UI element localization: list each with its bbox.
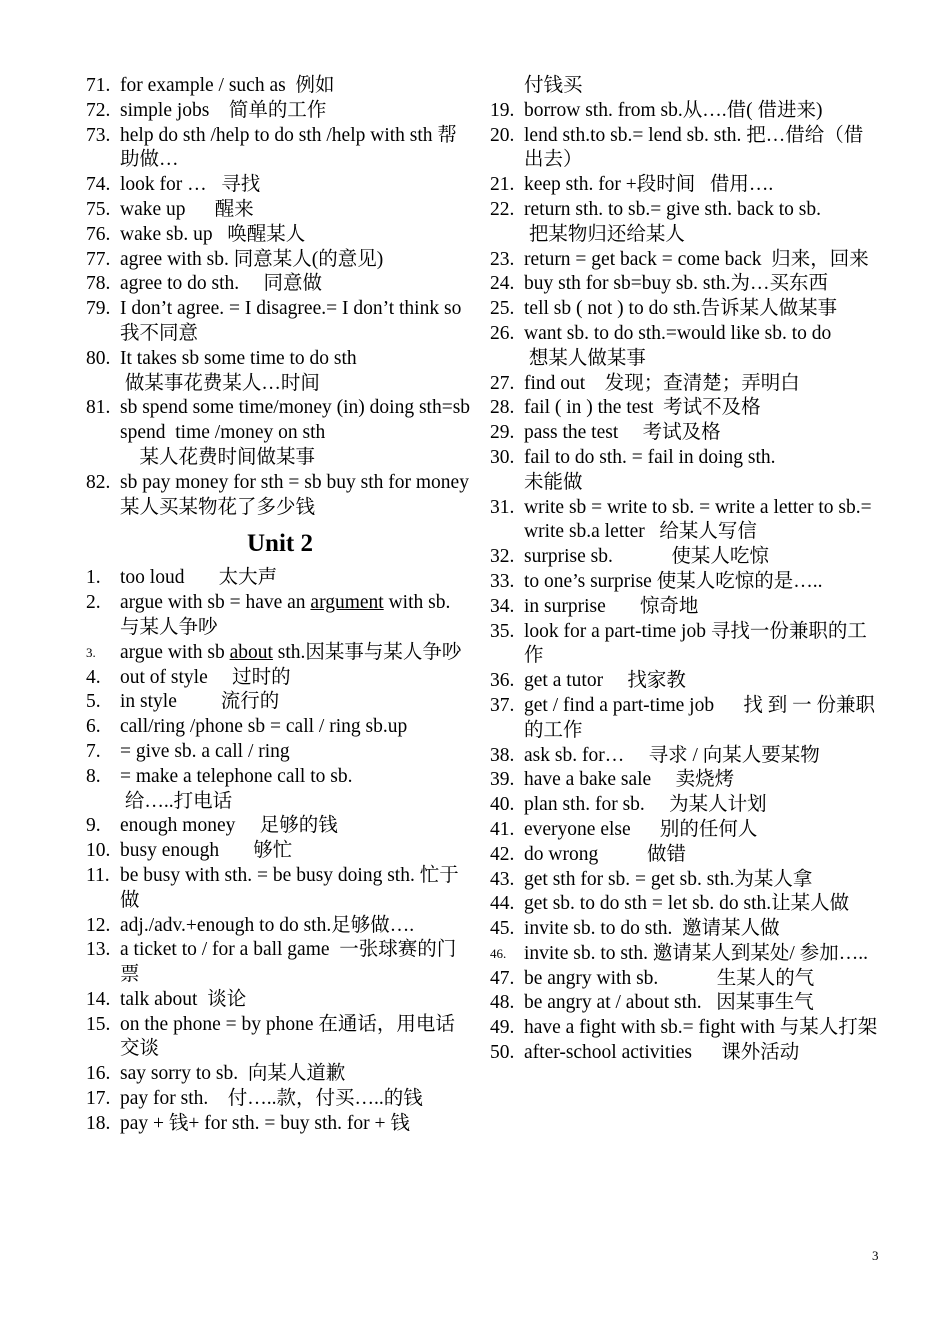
item-text: plan sth. for sb. 为某人计划 xyxy=(524,794,767,816)
list-item xyxy=(86,641,474,666)
underlined-word: argument xyxy=(310,592,384,614)
item-text: do wrong 做错 xyxy=(524,843,686,865)
item-number: 28. xyxy=(490,397,515,419)
item-text: have a bake sale 卖烧烤 xyxy=(524,769,735,791)
list-item xyxy=(490,570,880,595)
item-number: 5. xyxy=(86,691,101,713)
item-text: say sorry to sb. 向某人道歉 xyxy=(120,1063,346,1085)
item-text: call/ring /phone sb = call / ring sb.up xyxy=(120,716,408,738)
item-text: wake up 醒来 xyxy=(120,198,254,220)
item-number: 72. xyxy=(86,99,111,121)
list-item xyxy=(86,938,474,988)
list-item xyxy=(490,124,880,174)
item-text: invite sb. to sth. 邀请某人到某处/ 参加….. xyxy=(524,942,868,964)
list-item xyxy=(490,272,880,297)
item-number: 41. xyxy=(490,818,515,840)
list-item xyxy=(490,496,880,546)
item-text: after-school activities 课外活动 xyxy=(524,1042,800,1064)
item-text: wake sb. up 唤醒某人 xyxy=(120,223,306,245)
list-item xyxy=(490,248,880,273)
list-item xyxy=(490,669,880,694)
item-text: be angry at / about sth. 因某事生气 xyxy=(524,992,814,1014)
list-item xyxy=(490,595,880,620)
item-text: surprise sb. 使某人吃惊 xyxy=(524,546,769,568)
item-text: lend sth.to sb.= lend sb. sth. 把…借给（借出去） xyxy=(524,124,864,171)
item-text: agree to do sth. 同意做 xyxy=(120,273,323,295)
item-text: = make a telephone call to sb. 给…..打电话 xyxy=(120,765,353,812)
list-item xyxy=(86,248,474,273)
item-text: in style 流行的 xyxy=(120,691,280,713)
list-item xyxy=(86,124,474,174)
item-text: enough money 足够的钱 xyxy=(120,815,338,837)
list-item xyxy=(490,744,880,769)
list-item xyxy=(490,768,880,793)
item-number: 40. xyxy=(490,794,515,816)
list-item xyxy=(490,198,880,248)
item-text: busy enough 够忙 xyxy=(120,840,293,862)
item-number: 29. xyxy=(490,422,515,444)
item-number: 25. xyxy=(490,298,515,320)
item-number: 44. xyxy=(490,893,515,915)
item-text: fail ( in ) the test 考试不及格 xyxy=(524,397,761,419)
item-text: be busy with sth. = be busy doing sth. 忙于做 xyxy=(120,864,459,911)
list-item xyxy=(490,942,880,967)
item-text: on the phone = by phone 在通话，用电话交谈 xyxy=(120,1013,455,1060)
item-number: 3. xyxy=(86,644,96,660)
list-item xyxy=(86,173,474,198)
item-number: 2. xyxy=(86,592,101,614)
item-number: 14. xyxy=(86,988,111,1010)
list-item xyxy=(490,818,880,843)
item-text: adj./adv.+enough to do sth.足够做…. xyxy=(120,914,415,936)
item-number: 47. xyxy=(490,967,515,989)
list-item xyxy=(490,843,880,868)
item-number: 8. xyxy=(86,765,101,787)
list-item xyxy=(86,74,474,99)
item-text: simple jobs 简单的工作 xyxy=(120,99,327,121)
item-number: 45. xyxy=(490,918,515,940)
list-item xyxy=(490,1041,880,1066)
item-text: look for … 寻找 xyxy=(120,174,261,196)
item-text: sb pay money for sth = sb buy sth for money 某人买某物花了多少钱 xyxy=(120,471,474,518)
item-number: 77. xyxy=(86,248,111,270)
item-number: 79. xyxy=(86,298,111,320)
list-item xyxy=(490,892,880,917)
item-text: a ticket to / for a ball game 一张球赛的门票 xyxy=(120,939,457,986)
continued-text: 付钱买 xyxy=(524,75,583,96)
list-item xyxy=(86,690,474,715)
list-item xyxy=(86,272,474,297)
list-item xyxy=(86,988,474,1013)
list-item xyxy=(86,864,474,914)
item-text: want sb. to do sth.=would like sb. to do 想某人做某事 xyxy=(524,322,832,369)
item-text: fail to do sth. = fail in doing sth. 未能做 xyxy=(524,446,776,493)
list-item xyxy=(490,793,880,818)
item-number: 20. xyxy=(490,124,515,146)
item-number: 19. xyxy=(490,99,515,121)
item-text: get sth for sb. = get sb. sth.为某人拿 xyxy=(524,868,813,890)
item-number: 75. xyxy=(86,198,111,220)
item-text-pre: argue with sb = have an xyxy=(120,592,311,614)
item-number: 73. xyxy=(86,124,111,146)
list-item xyxy=(490,545,880,570)
item-text: ask sb. for… 寻求 / 向某人要某物 xyxy=(524,744,820,766)
item-number: 24. xyxy=(490,273,515,295)
item-number: 78. xyxy=(86,273,111,295)
item-number: 82. xyxy=(86,471,111,493)
list-item xyxy=(86,198,474,223)
item-text-post: with sb. 与某人争吵 xyxy=(120,592,470,638)
item-number: 11. xyxy=(86,864,110,886)
item-number: 17. xyxy=(86,1088,111,1110)
item-number: 4. xyxy=(86,666,101,688)
list-item xyxy=(490,620,880,670)
list-item xyxy=(86,839,474,864)
list-item xyxy=(86,765,474,815)
item-number: 21. xyxy=(490,174,515,196)
item-number: 9. xyxy=(86,815,101,837)
item-number: 46. xyxy=(490,945,507,961)
item-text: borrow sth. from sb.从….借( 借进来) xyxy=(524,99,823,121)
unit-heading: Unit 2 xyxy=(247,530,313,558)
item-text: sb spend some time/money (in) doing sth=sb spend time /money on sth 某人花费时间做某事 xyxy=(120,397,471,468)
item-number: 80. xyxy=(86,347,111,369)
list-item xyxy=(86,347,474,397)
list-item xyxy=(86,1062,474,1087)
list-item xyxy=(490,446,880,496)
list-item xyxy=(490,694,880,744)
list-item xyxy=(490,322,880,372)
item-number: 27. xyxy=(490,372,515,394)
item-number: 32. xyxy=(490,546,515,568)
item-number: 26. xyxy=(490,322,515,344)
item-number: 35. xyxy=(490,620,515,642)
item-text: pay for sth. 付…..款，付买…..的钱 xyxy=(120,1088,423,1110)
item-number: 81. xyxy=(86,397,111,419)
list-item xyxy=(86,1112,474,1137)
item-text: = give sb. a call / ring xyxy=(120,740,290,762)
item-number: 71. xyxy=(86,75,111,96)
list-item xyxy=(490,173,880,198)
item-number: 49. xyxy=(490,1017,515,1039)
underlined-word: about xyxy=(229,641,273,663)
item-text: everyone else 别的任何人 xyxy=(524,818,758,840)
item-text: return sth. to sb.= give sth. back to sb. 把某物归还给某人 xyxy=(524,198,821,245)
item-text: for example / such as 例如 xyxy=(120,75,335,96)
list-item xyxy=(490,991,880,1016)
item-text: look for a part-time job 寻找一份兼职的工作 xyxy=(524,620,867,667)
item-text: to one’s surprise 使某人吃惊的是….. xyxy=(524,570,823,592)
item-number: 38. xyxy=(490,744,515,766)
list-item xyxy=(490,297,880,322)
item-text: tell sb ( not ) to do sth.告诉某人做某事 xyxy=(524,298,838,320)
list-item xyxy=(86,297,474,347)
item-text: write sb = write to sb. = write a letter to sb.= write sb.a letter 给某人写信 xyxy=(524,496,877,543)
item-text: return = get back = come back 归来，回来 xyxy=(524,248,869,270)
item-text xyxy=(120,591,474,641)
item-text: keep sth. for +段时间 借用…. xyxy=(524,174,774,196)
item-number: 1. xyxy=(86,567,101,589)
list-item xyxy=(86,1087,474,1112)
item-number: 39. xyxy=(490,769,515,791)
item-text: get sb. to do sth = let sb. do sth.让某人做 xyxy=(524,893,850,915)
item-number: 42. xyxy=(490,843,515,865)
item-text: talk about 谈论 xyxy=(120,988,247,1010)
list-item xyxy=(490,396,880,421)
list-item xyxy=(86,99,474,124)
list-item xyxy=(490,917,880,942)
list-item xyxy=(86,471,474,521)
list-item xyxy=(490,967,880,992)
list-item xyxy=(490,372,880,397)
item-number: 12. xyxy=(86,914,111,936)
item-number: 74. xyxy=(86,174,111,196)
item-text: get / find a part-time job 找 到 一 份兼职的工作 xyxy=(524,694,875,741)
item-text: It takes sb some time to do sth 做某事花费某人…时间 xyxy=(120,347,357,394)
item-number: 13. xyxy=(86,939,111,961)
list-item xyxy=(86,1013,474,1063)
list-item xyxy=(86,814,474,839)
list-item xyxy=(490,421,880,446)
item-text: be angry with sb. 生某人的气 xyxy=(524,967,815,989)
list-item xyxy=(86,591,474,641)
item-number: 76. xyxy=(86,223,111,245)
left-column xyxy=(86,74,474,1137)
item-text: buy sth for sb=buy sb. sth.为…买东西 xyxy=(524,273,829,295)
list-item xyxy=(86,396,474,470)
item-number: 18. xyxy=(86,1112,111,1134)
item-text: too loud 太大声 xyxy=(120,567,278,589)
item-text: help do sth /help to do sth /help with sth 帮助做… xyxy=(120,124,457,171)
item-number: 10. xyxy=(86,840,111,862)
list-item xyxy=(86,223,474,248)
item-number: 22. xyxy=(490,198,515,220)
item-number: 50. xyxy=(490,1042,515,1064)
list-item xyxy=(86,740,474,765)
item-number: 37. xyxy=(490,694,515,716)
list-item xyxy=(490,1016,880,1041)
item-number: 15. xyxy=(86,1013,111,1035)
item-text: pass the test 考试及格 xyxy=(524,422,721,444)
right-column xyxy=(490,74,880,1066)
item-text-post: sth.因某事与某人争吵 xyxy=(272,641,462,663)
list-item xyxy=(490,868,880,893)
list-item xyxy=(86,715,474,740)
item-text: pay + 钱+ for sth. = buy sth. for + 钱 xyxy=(120,1112,410,1134)
item-number: 36. xyxy=(490,670,515,692)
item-number: 16. xyxy=(86,1063,111,1085)
item-text: agree with sb. 同意某人(的意见) xyxy=(120,248,384,270)
item-number: 31. xyxy=(490,496,515,518)
item-text-pre: argue with sb xyxy=(120,641,230,663)
item-number: 34. xyxy=(490,595,515,617)
item-text: in surprise 惊奇地 xyxy=(524,595,699,617)
item-number: 48. xyxy=(490,992,515,1014)
item-text: invite sb. to do sth. 邀请某人做 xyxy=(524,918,780,940)
item-number: 7. xyxy=(86,740,101,762)
item-text: out of style 过时的 xyxy=(120,666,291,688)
list-item xyxy=(86,566,474,591)
item-text: have a fight with sb.= fight with 与某人打架 xyxy=(524,1017,878,1039)
list-item xyxy=(490,99,880,124)
item-text: find out 发现；查清楚；弄明白 xyxy=(524,372,800,394)
item-text: get a tutor 找家教 xyxy=(524,670,686,692)
item-number: 23. xyxy=(490,248,515,270)
item-number: 43. xyxy=(490,868,515,890)
item-number: 33. xyxy=(490,570,515,592)
item-text xyxy=(120,641,474,666)
list-item xyxy=(86,914,474,939)
list-item xyxy=(86,666,474,691)
item-text: I don’t agree. = I disagree.= I don’t think so 我不同意 xyxy=(120,298,467,344)
item-number: 6. xyxy=(86,716,101,738)
page-number: 3 xyxy=(872,1248,879,1263)
item-number: 30. xyxy=(490,446,515,468)
